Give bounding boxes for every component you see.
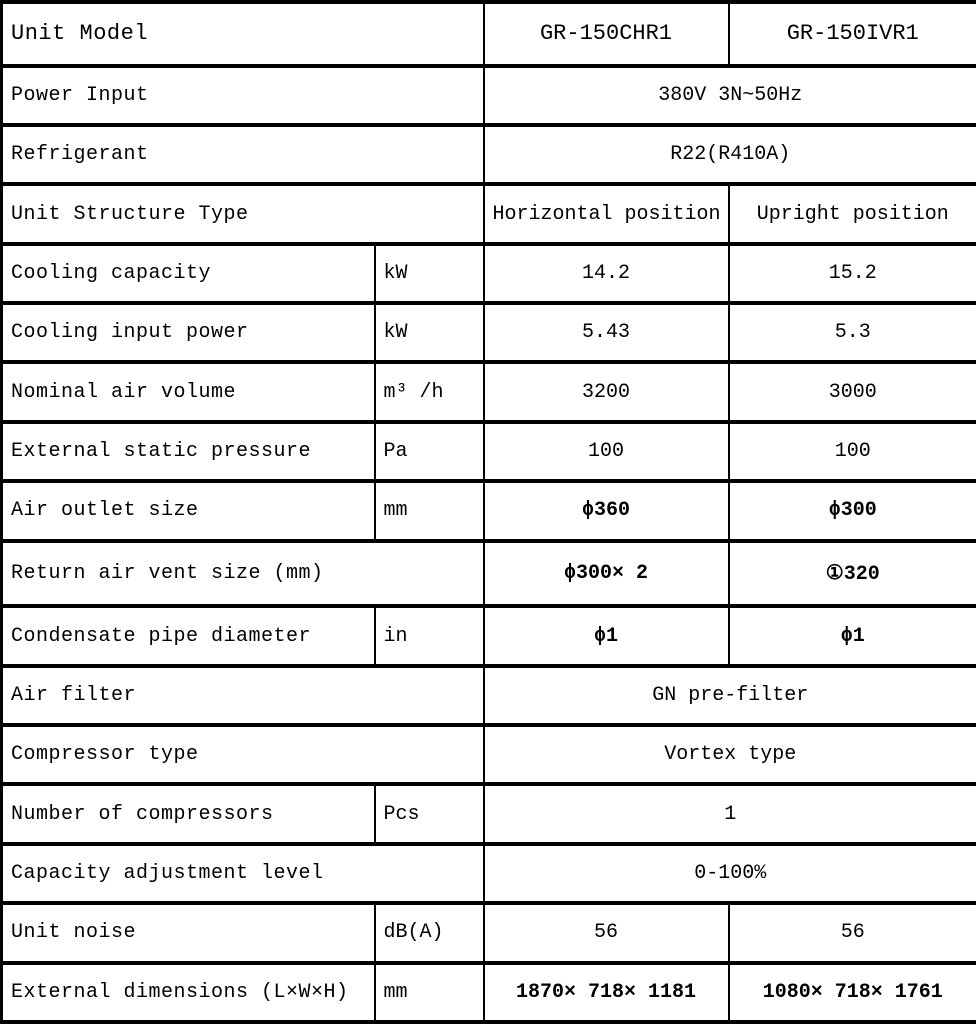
row-number-of-compressors-unit: Pcs bbox=[375, 784, 484, 843]
row-structure-type bbox=[2, 184, 976, 243]
row-cooling-capacity-unit: kW bbox=[375, 244, 484, 303]
row-cooling-capacity-label: Cooling capacity bbox=[2, 244, 375, 303]
row-refrigerant-label: Refrigerant bbox=[2, 125, 484, 184]
row-air-outlet-size-unit: mm bbox=[375, 481, 484, 540]
row-air-filter-value: GN pre-filter bbox=[484, 666, 976, 725]
row-cooling-input-power-value-left: 5.43 bbox=[484, 303, 729, 362]
row-structure-type-value-left: Horizontal position bbox=[484, 184, 729, 243]
row-cooling-input-power bbox=[2, 303, 976, 362]
row-unit-noise-value-right: 56 bbox=[729, 903, 976, 962]
row-air-outlet-size-value-right: ϕ300 bbox=[729, 481, 976, 540]
model-name-left: GR-150CHR1 bbox=[484, 2, 729, 66]
row-cooling-capacity-value-left: 14.2 bbox=[484, 244, 729, 303]
row-nominal-air-volume bbox=[2, 362, 976, 421]
row-external-static-pressure-label: External static pressure bbox=[2, 422, 375, 481]
row-unit-model bbox=[2, 2, 976, 66]
row-power-input-value: 380V 3N~50Hz bbox=[484, 66, 976, 125]
row-return-air-vent-size bbox=[2, 541, 976, 607]
row-condensate-pipe-diameter-label: Condensate pipe diameter bbox=[2, 606, 375, 665]
row-unit-model-label: Unit Model bbox=[2, 2, 484, 66]
row-air-filter bbox=[2, 666, 976, 725]
row-unit-noise-value-left: 56 bbox=[484, 903, 729, 962]
row-number-of-compressors-value: 1 bbox=[484, 784, 976, 843]
row-structure-type-value-right: Upright position bbox=[729, 184, 976, 243]
row-external-dimensions-value-left: 1870× 718× 1181 bbox=[484, 963, 729, 1023]
row-refrigerant-value: R22(R410A) bbox=[484, 125, 976, 184]
row-nominal-air-volume-value-right: 3000 bbox=[729, 362, 976, 421]
row-external-static-pressure bbox=[2, 422, 976, 481]
row-air-outlet-size-label: Air outlet size bbox=[2, 481, 375, 540]
row-air-outlet-size-value-left: ϕ360 bbox=[484, 481, 729, 540]
row-unit-noise-label: Unit noise bbox=[2, 903, 375, 962]
row-nominal-air-volume-unit: m³ /h bbox=[375, 362, 484, 421]
row-external-dimensions bbox=[2, 963, 976, 1023]
row-nominal-air-volume-value-left: 3200 bbox=[484, 362, 729, 421]
row-nominal-air-volume-label: Nominal air volume bbox=[2, 362, 375, 421]
row-capacity-adjustment-level-label: Capacity adjustment level bbox=[2, 844, 484, 903]
row-external-dimensions-value-right: 1080× 718× 1761 bbox=[729, 963, 976, 1023]
row-capacity-adjustment-level-value: 0-100% bbox=[484, 844, 976, 903]
row-external-dimensions-label: External dimensions (L×W×H) bbox=[2, 963, 375, 1023]
row-external-static-pressure-value-left: 100 bbox=[484, 422, 729, 481]
row-unit-noise bbox=[2, 903, 976, 962]
row-condensate-pipe-diameter bbox=[2, 606, 976, 665]
row-condensate-pipe-diameter-value-right: ϕ1 bbox=[729, 606, 976, 665]
model-name-right: GR-150IVR1 bbox=[729, 2, 976, 66]
row-cooling-capacity-value-right: 15.2 bbox=[729, 244, 976, 303]
row-number-of-compressors bbox=[2, 784, 976, 843]
row-capacity-adjustment-level bbox=[2, 844, 976, 903]
row-air-outlet-size bbox=[2, 481, 976, 540]
row-condensate-pipe-diameter-unit: in bbox=[375, 606, 484, 665]
row-return-air-vent-size-value-left: ϕ300× 2 bbox=[484, 541, 729, 607]
row-cooling-input-power-label: Cooling input power bbox=[2, 303, 375, 362]
row-unit-noise-unit: dB(A) bbox=[375, 903, 484, 962]
row-compressor-type-value: Vortex type bbox=[484, 725, 976, 784]
row-return-air-vent-size-label: Return air vent size (mm) bbox=[2, 541, 484, 607]
row-power-input-label: Power Input bbox=[2, 66, 484, 125]
row-compressor-type-label: Compressor type bbox=[2, 725, 484, 784]
row-external-static-pressure-value-right: 100 bbox=[729, 422, 976, 481]
row-cooling-input-power-unit: kW bbox=[375, 303, 484, 362]
row-return-air-vent-size-value-right: ①320 bbox=[729, 541, 976, 607]
row-air-filter-label: Air filter bbox=[2, 666, 484, 725]
row-structure-type-label: Unit Structure Type bbox=[2, 184, 484, 243]
row-cooling-input-power-value-right: 5.3 bbox=[729, 303, 976, 362]
row-number-of-compressors-label: Number of compressors bbox=[2, 784, 375, 843]
row-cooling-capacity bbox=[2, 244, 976, 303]
row-external-dimensions-unit: mm bbox=[375, 963, 484, 1023]
row-refrigerant bbox=[2, 125, 976, 184]
row-power-input bbox=[2, 66, 976, 125]
row-condensate-pipe-diameter-value-left: ϕ1 bbox=[484, 606, 729, 665]
row-compressor-type bbox=[2, 725, 976, 784]
row-external-static-pressure-unit: Pa bbox=[375, 422, 484, 481]
